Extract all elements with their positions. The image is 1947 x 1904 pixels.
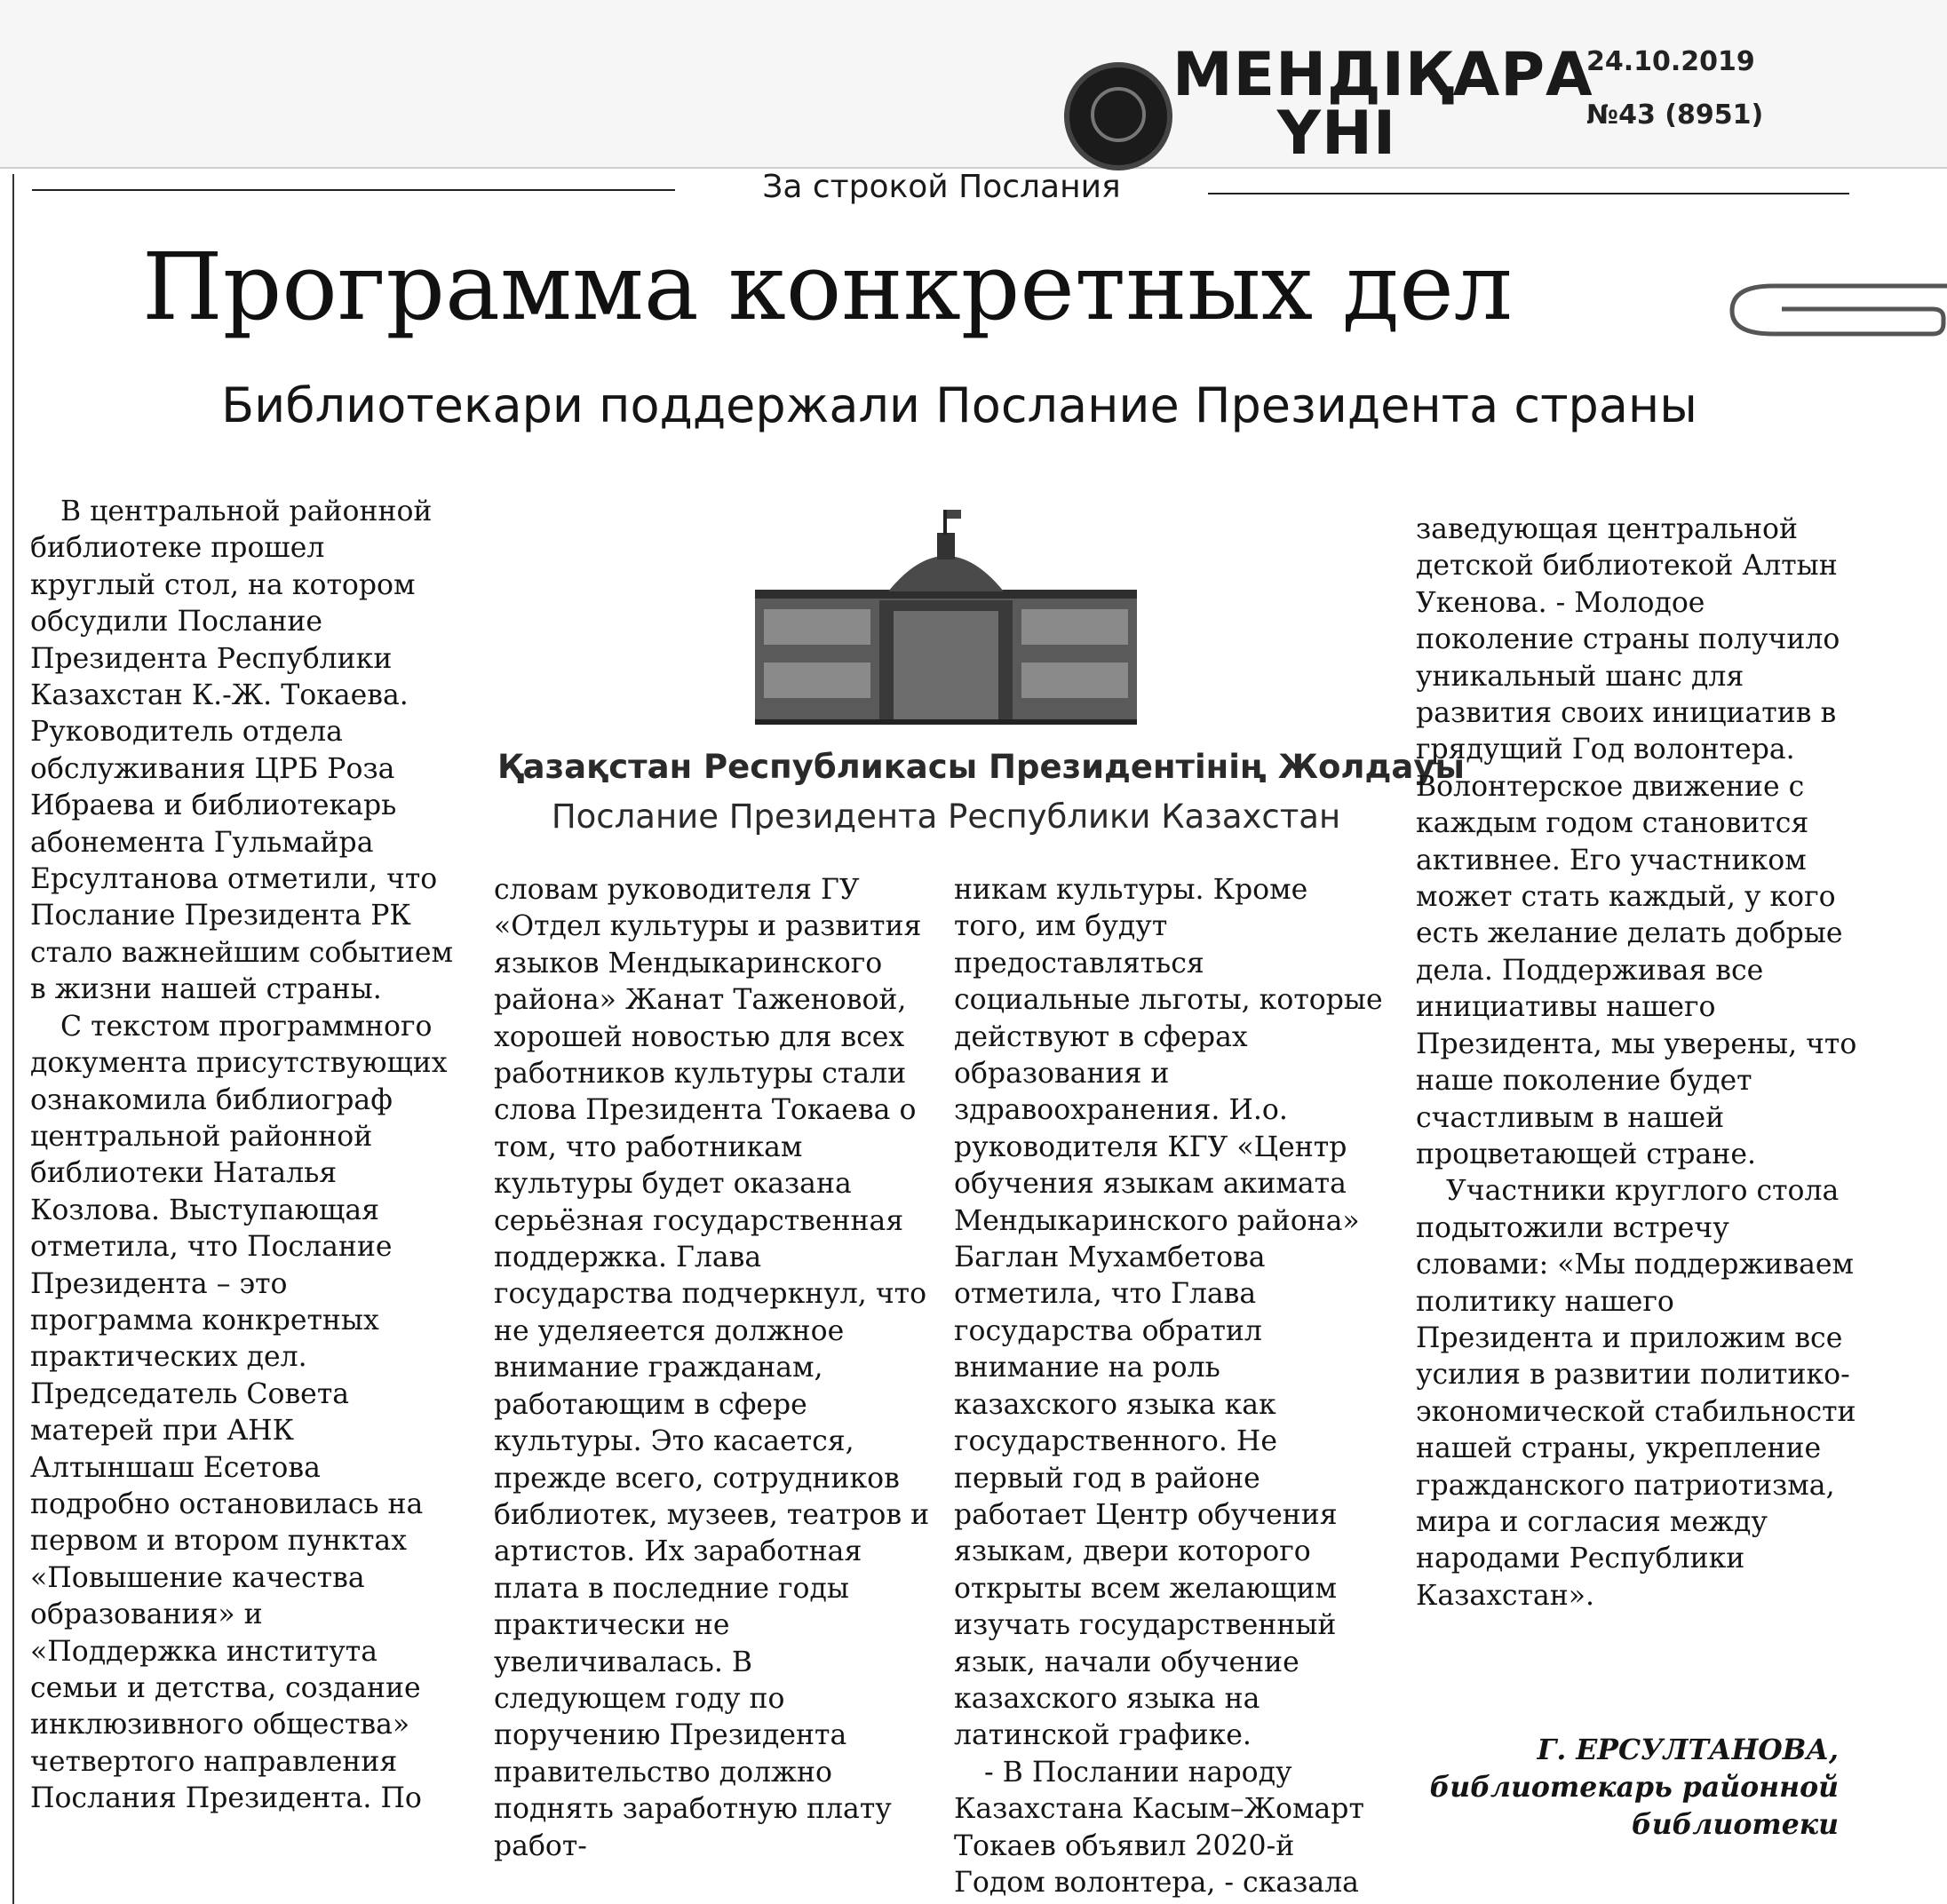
paragraph: Участники круглого стола подытожили встречу словами: «Мы поддерживаем политику нашего Президента и приложим все усилия в развитии политико-экономической стабильности нашей страны, укрепление гражданского патриотизма, мира и согласия между народами Республики Казахстан». [1416,1175,1856,1612]
rubric-rule-left [32,189,675,191]
author-name: Г. ЕРСУЛТАНОВА, [1537,1733,1839,1766]
article-subheadline: Библиотекари поддержали Послание Президента страны [221,377,1697,433]
paragraph: заведующая центральной детской библиотекой Алтын Укенова. - Молодое поколение страны получило уникальный шанс для развития своих инициатив в грядущий Год волонтера. Волонтерское движение с каждым годом становится активнее. Его участником может стать каждый, у кого есть желание делать добрые дела. Поддерживая все инициативы нашего Президента, мы уверены, что наше поколение будет счастливым в нашей процветающей стране. [1416,513,1857,1170]
text-column-3 [954,872,1386,1899]
text-column-4 [1416,512,1860,1702]
masthead-strip [0,0,1947,169]
paragraph: С текстом программного документа присутствующих ознакомила библиограф центральной районной библиотеки Наталья Козлова. Выступающая отметила, что Послание Президента – это программа конкретных практических дел. Председатель Совета матерей при АНК Алтыншаш Есетова подробно остановилась на первом и втором пунктах «Повышение качества образования» и «Поддержка института семьи и детства, создание инклюзивного общества» четвертого направления Послания Президента. По [30,1010,448,1815]
rubric: За строкой Послания [762,169,1121,205]
akorda-building-icon [755,503,1137,725]
message-emblem [497,503,1465,858]
paragraph: никам культуры. Кроме того, им будут предоставляться социальные льготы, которые действуют в сферах образования и здравоохранения. И.о. руководителя КГУ «Центр обучения языкам акимата Мендыкаринского района» Баглан Мухамбетова отметила, что Глава государства обратил внимание на роль казахского языка как государственного. Не первый год в районе работает Центр обучения языкам, двери которого открыты всем желающим изучать государственный язык, начали обучение казахского языка на латинской графике. [954,874,1383,1752]
newspaper-emblem-icon [1064,62,1172,171]
issue-number: №43 (8951) [1586,99,1764,131]
newspaper-name-line2: ҮНІ [1276,99,1397,169]
emblem-caption-russian: Послание Президента Республики Казахстан [551,797,1341,836]
newspaper-name-line1: МЕНДІҚАРА [1172,40,1593,110]
paragraph: В центральной районной библиотеке прошел круглый стол, на котором обсудили Послание Президента Республики Казахстан К.-Ж. Токаева. Руководитель отдела обслуживания ЦРБ Роза Ибраева и библиотекарь абонемента Гульмайра Ерсултанова отметили, что Послание Президента РК стало важнейшим событием в жизни нашей страны. [30,496,453,1006]
article-headline: Программа конкретных дел [142,233,1513,341]
paragraph: словам руководителя ГУ «Отдел культуры и развития языков Мендыкаринского района» Жанат Таженовой, хорошей новостью для всех работников культуры стали слова Президента Токаева о том, что работникам культуры будет оказана серьёзная государственная поддержка. Глава государства подчеркнул, что не уделяеется должное внимание гражданам, работающим в сфере культуры. Это касается, прежде всего, сотрудников библиотек, музеев, театров и артистов. Их заработная плата в последние годы практически не увеличивалась. В следующем году по поручению Президента правительство должно поднять заработную плату работ- [494,874,930,1862]
newspaper-name [1172,40,1593,169]
text-column-2 [494,872,933,1862]
paragraph: - В Послании народу Казахстана Касым–Жомарт Токаев объявил 2020-й Годом волонтера, - сказала [954,1756,1364,1899]
author-signature [1386,1732,1839,1844]
issue-date: 24.10.2019 [1586,46,1755,77]
author-role: библиотекарь районной [1429,1771,1839,1804]
rubric-rule-right [1208,193,1849,194]
text-column-1 [30,494,457,1835]
emblem-caption-kazakh: Қазақстан Республикасы Президентінің Жолдауы [497,748,1465,786]
author-role: библиотеки [1632,1808,1839,1841]
paper-clip-icon [1720,266,1947,346]
left-border-rule [12,174,14,1904]
